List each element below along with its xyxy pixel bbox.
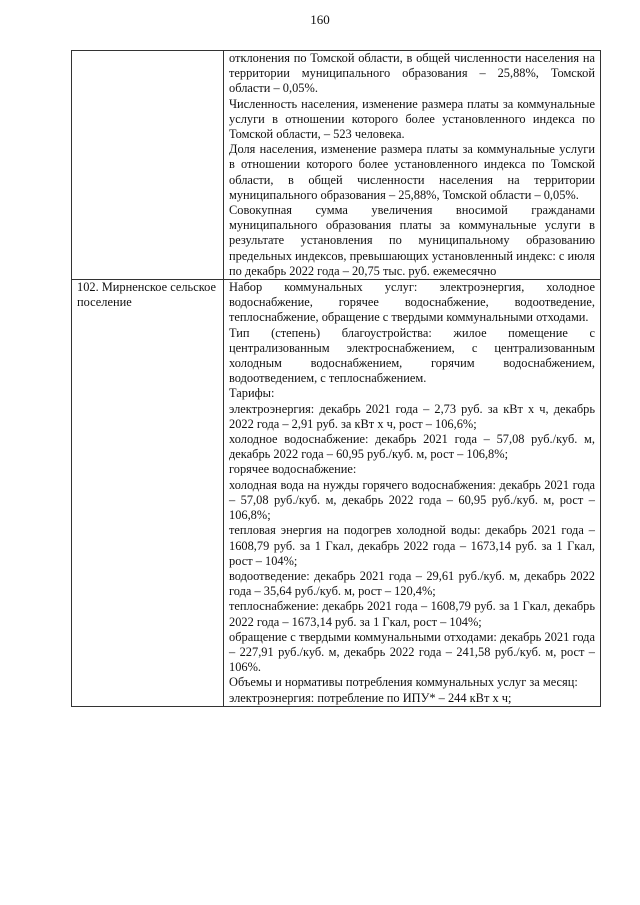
paragraph: Доля населения, изменение размера платы за коммунальные услуги в отношении которого более установленного индекса по Томской области, в общей численности населения на территории муниципального образования – 25,88%, Томской области – 0,05%.: [229, 142, 595, 202]
paragraph: холодная вода на нужды горячего водоснабжения: декабрь 2021 года – 57,08 руб./куб. м, декабрь 2022 года – 60,95 руб./куб. м, рост – 106,8%;: [229, 477, 595, 523]
paragraph: электроэнергия: потребление по ИПУ* – 244 кВт х ч;: [229, 690, 512, 705]
paragraph: водоотведение: декабрь 2021 года – 29,61 руб./куб. м, декабрь 2022 года – 35,64 руб./куб. м, рост – 120,4%;: [229, 568, 595, 599]
paragraph: Совокупная сумма увеличения вносимой гражданами муниципального образования платы за коммунальные услуги в результате установления по муниципальному образованию предельных индексов, превышающих установленный индекс: с июля по декабрь 2022 года – 20,75 тыс. руб. ежемесячно: [229, 203, 595, 278]
paragraph: горячее водоснабжение:: [229, 462, 357, 477]
municipal-utilities-table: [71, 50, 601, 707]
municipality-cell: [72, 280, 224, 707]
municipality-cell: [72, 51, 224, 280]
paragraph: электроэнергия: декабрь 2021 года – 2,73 руб. за кВт х ч, декабрь 2022 года – 2,91 руб. за кВт х ч, рост – 106,6%;: [229, 401, 595, 431]
paragraph: тепловая энергия на подогрев холодной воды: декабрь 2021 года – 1608,79 руб. за 1 Гкал, декабрь 2022 года – 1673,14 руб. за 1 Гкал, рост – 104%;: [229, 523, 595, 568]
paragraph: Набор коммунальных услуг: электроэнергия, холодное водоснабжение, горячее водоснабжение, водоотведение, теплоснабжение, обращение с твердыми коммунальными отходами.: [229, 280, 595, 325]
details-cell: [224, 280, 601, 707]
table-row: [72, 280, 601, 707]
paragraph: Тип (степень) благоустройства: жилое помещение с централизованным электроснабжением, с централизованным холодным водоснабжением, горячим водоснабжением, водоотведением, с теплоснабжением.: [229, 325, 595, 386]
municipality-name: 102. Мирненское сельское поселение: [77, 280, 216, 310]
paragraph: холодное водоснабжение: декабрь 2021 года – 57,08 руб./куб. м, декабрь 2022 года – 60,95 руб./куб. м, рост – 106,8%;: [229, 432, 595, 462]
paragraph: обращение с твердыми коммунальными отходами: декабрь 2021 года – 227,91 руб./куб. м, декабрь 2022 года – 241,58 руб./куб. м, рост – 106%.: [229, 629, 595, 675]
page-number: 160: [310, 12, 330, 27]
paragraph: отклонения по Томской области, в общей численности населения на территории муниципального образования – 25,88%, Томской области – 0,05%.: [229, 51, 595, 96]
paragraph: теплоснабжение: декабрь 2021 года – 1608,79 руб. за 1 Гкал, декабрь 2022 года – 1673,14 руб. за 1 Гкал, рост – 104%;: [229, 599, 595, 629]
paragraph: Объемы и нормативы потребления коммунальных услуг за месяц:: [229, 675, 578, 690]
details-cell: [224, 51, 601, 280]
table-row: [72, 51, 601, 280]
paragraph: Численность населения, изменение размера платы за коммунальные услуги в отношении которого более установленного индекса по Томской области, – 523 человека.: [229, 96, 595, 142]
paragraph: Тарифы:: [229, 386, 275, 401]
